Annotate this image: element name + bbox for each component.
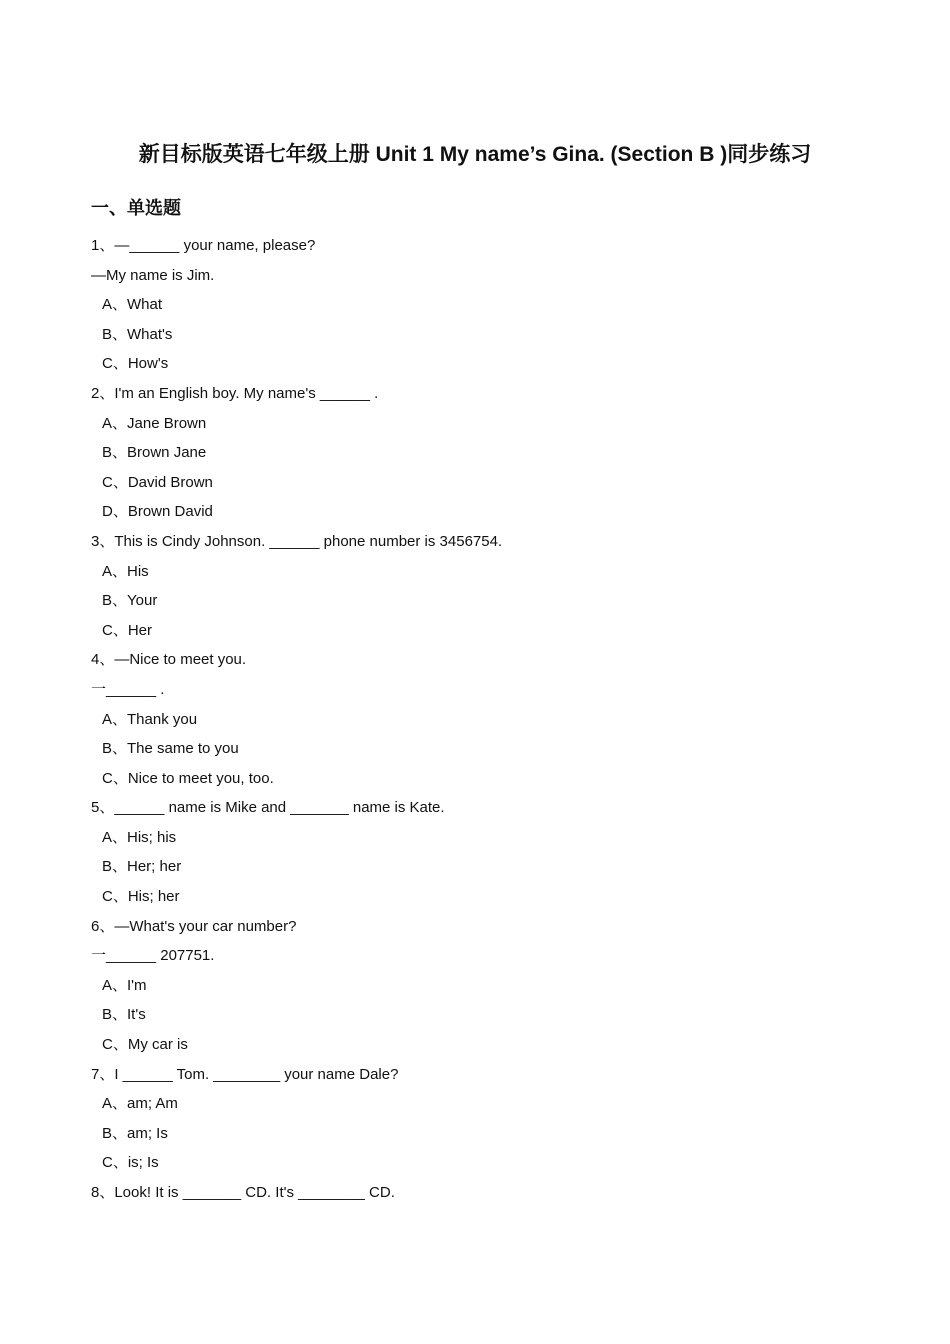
question-stem: 5、______ name is Mike and _______ name is Kate.: [91, 799, 445, 817]
answer-option: C、is; Is: [102, 1154, 159, 1172]
document-title: 新目标版英语七年级上册 Unit 1 My name’s Gina. (Section B )同步练习: [138, 143, 812, 166]
question-stem: 2、I'm an English boy. My name's ______ .: [91, 384, 379, 402]
question-stem: 一______ 207751.: [91, 947, 215, 965]
section-heading: 一、单选题: [91, 198, 181, 218]
question-list: [91, 231, 871, 1208]
answer-option: A、His: [102, 562, 149, 580]
answer-option: A、What: [102, 296, 163, 314]
question-stem: 1、—______ your name, please?: [91, 237, 316, 254]
answer-option: B、What's: [102, 325, 173, 343]
answer-option: C、Nice to meet you, too.: [102, 769, 274, 787]
answer-option: A、Thank you: [102, 710, 198, 728]
answer-option: A、His; his: [102, 828, 177, 846]
question-item: [91, 1060, 871, 1178]
question-item: [91, 527, 871, 645]
question-stem: 一______ .: [91, 680, 165, 698]
answer-option: C、Her: [102, 621, 153, 639]
answer-option: B、Brown Jane: [102, 444, 207, 462]
answer-option: B、Her; her: [102, 858, 182, 876]
question-stem: —My name is Jim.: [91, 266, 215, 284]
answer-option: A、I'm: [102, 976, 147, 994]
question-item: [91, 231, 871, 379]
answer-option: C、How's: [102, 355, 169, 373]
answer-option: B、It's: [102, 1006, 146, 1024]
question-item: [91, 912, 871, 1060]
question-stem: 3、This is Cindy Johnson. ______ phone number is 3456754.: [91, 532, 503, 550]
question-stem: 7、I ______ Tom. ________ your name Dale?: [91, 1065, 399, 1083]
answer-option: B、The same to you: [102, 740, 239, 758]
question-stem: 8、Look! It is _______ CD. It's ________ CD.: [91, 1184, 395, 1201]
answer-option: B、Your: [102, 592, 158, 610]
question-item: [91, 645, 871, 793]
answer-option: A、am; Am: [102, 1095, 178, 1113]
question-stem: 6、—What's your car number?: [91, 917, 297, 935]
question-stem: 4、—Nice to meet you.: [91, 651, 247, 669]
question-item: [91, 379, 871, 527]
answer-option: C、David Brown: [102, 473, 213, 491]
answer-option: C、My car is: [102, 1036, 188, 1054]
answer-option: A、Jane Brown: [102, 414, 207, 432]
question-item: [91, 793, 871, 911]
question-item: [91, 1178, 871, 1208]
answer-option: B、am; Is: [102, 1124, 168, 1142]
answer-option: D、Brown David: [102, 503, 213, 521]
answer-option: C、His; her: [102, 888, 180, 906]
